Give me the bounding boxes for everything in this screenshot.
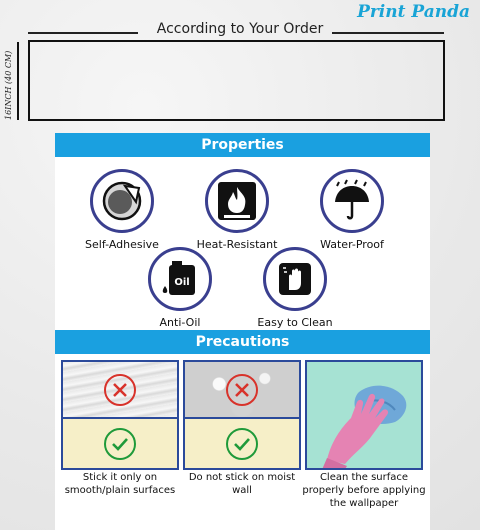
dry-wall-area <box>185 417 299 468</box>
precaution-caption: Clean the surface properly before applying the wallpaper <box>302 472 426 509</box>
size-bar <box>17 42 19 120</box>
oil-can-icon <box>148 247 212 311</box>
textured-wall-image <box>63 362 177 417</box>
property-heat-resistant <box>182 169 292 251</box>
property-label: Self-Adhesive <box>85 238 159 251</box>
property-easy-to-clean <box>240 247 350 329</box>
precaution-smooth-surface <box>61 360 179 470</box>
sticker-peel-icon <box>90 169 154 233</box>
check-icon <box>226 428 258 460</box>
check-icon <box>104 428 136 460</box>
property-label: Anti-Oil <box>159 316 201 329</box>
property-label: Heat-Resistant <box>196 238 278 251</box>
brand-logo: Print Panda <box>357 2 470 22</box>
damp-wall-image <box>185 362 299 417</box>
smooth-surface-area <box>63 417 177 468</box>
property-water-proof <box>297 169 407 251</box>
order-title: According to Your Order <box>156 21 324 37</box>
info-card <box>55 133 430 530</box>
precaution-caption: Stick it only on smooth/plain surfaces <box>64 472 176 496</box>
properties-title: Properties <box>55 133 430 157</box>
cross-icon <box>104 374 136 406</box>
umbrella-rain-icon <box>320 169 384 233</box>
property-self-adhesive <box>67 169 177 251</box>
property-label: Easy to Clean <box>257 316 333 329</box>
flame-icon <box>205 169 269 233</box>
precautions-title: Precautions <box>55 330 430 354</box>
size-label: 16INCH (40 CM) <box>4 50 13 120</box>
precaution-clean-surface <box>305 360 423 470</box>
svg-text:Oil: Oil <box>174 277 190 288</box>
precaution-caption: Do not stick on moist wall <box>188 472 296 496</box>
precaution-moist-wall <box>183 360 301 470</box>
order-frame <box>28 40 445 121</box>
cross-icon <box>226 374 258 406</box>
gloved-hand-cleaning-image <box>307 362 423 470</box>
property-anti-oil <box>125 247 235 329</box>
property-label: Water-Proof <box>320 238 384 251</box>
hand-wipe-icon <box>263 247 327 311</box>
